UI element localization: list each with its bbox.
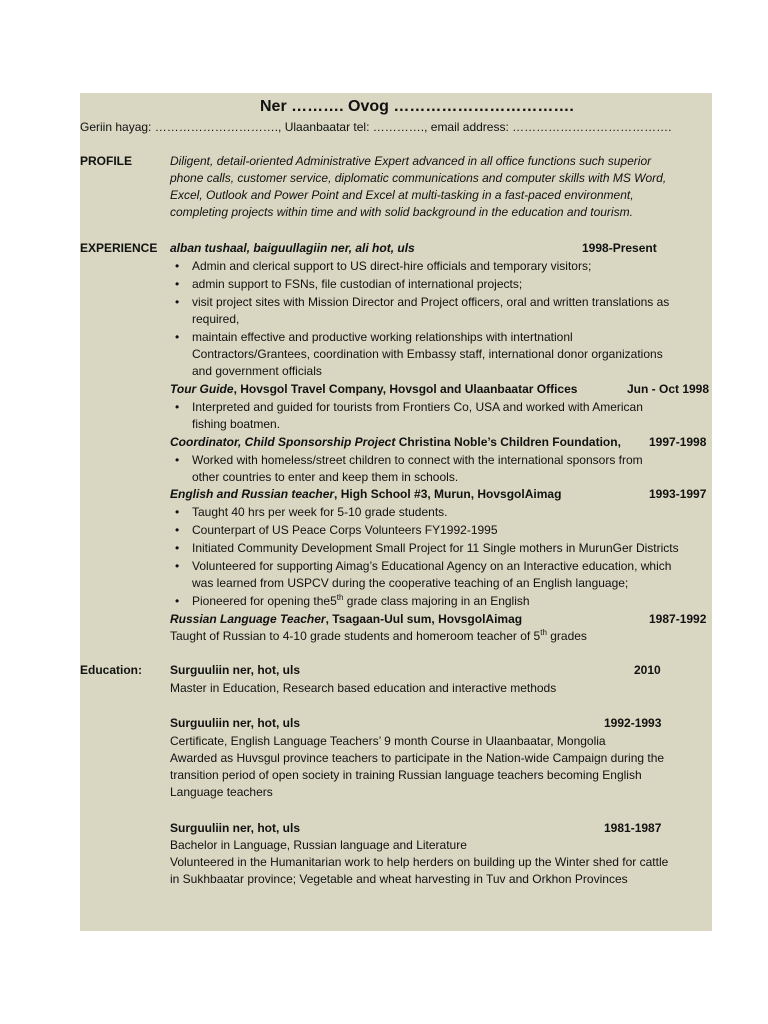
school-detail: Master in Education, Research based education and interactive methods [170, 681, 557, 695]
job-bullet [192, 593, 530, 610]
education-heading: Education: [80, 663, 142, 677]
job-bullet-cont: fishing boatmen. [192, 417, 281, 431]
profile-line: Diligent, detail-oriented Administrative Expert advanced in all office functions such superior [170, 154, 652, 168]
bullet-text: grade class majoring in an English [343, 594, 530, 608]
job-description [170, 628, 587, 645]
profile-line: completing projects within time and with solid background in the education and tourism. [170, 205, 633, 219]
school-detail: Awarded as Huvsgul province teachers to participate in the Nation-wide Campaign during the [170, 751, 665, 765]
job-org: , Tsagaan-Uul sum, HovsgolAimag [325, 612, 523, 626]
job-role: Coordinator, Child Sponsorship Project [170, 435, 396, 449]
school-year: 2010 [634, 663, 661, 677]
job-title [170, 381, 577, 398]
contact-line: Geriin hayag: …………………………., Ulaanbaatar tel: …………., email address: …………………………………. [80, 120, 672, 134]
bullet-text: Pioneered for opening the5 [192, 594, 337, 608]
job-org: , High School #3, Murun, HovsgolAimag [334, 487, 562, 501]
job-bullet-cont: and government officials [192, 364, 322, 378]
job-bullet: maintain effective and productive working relationships with intertnationl [192, 330, 573, 344]
job-org: Christina Noble’s Children Foundation, [395, 435, 621, 449]
job-role: Tour Guide [170, 382, 234, 396]
ordinal-suffix: th [540, 628, 547, 637]
bullet-icon: • [175, 523, 180, 537]
school-name: Surguuliin ner, hot, uls [170, 716, 301, 730]
job-title: alban tushaal, baiguullagiin ner, ali hot, uls [170, 241, 415, 255]
bullet-icon: • [175, 594, 180, 608]
school-detail: transition period of open society in training Russian language teachers becoming English [170, 768, 642, 782]
description-text: grades [546, 629, 587, 643]
school-detail: Language teachers [170, 785, 273, 799]
job-bullet: admin support to FSNs, file custodian of international projects; [192, 277, 523, 291]
job-dates: 1993-1997 [649, 487, 707, 501]
job-title [170, 486, 561, 503]
profile-line: phone calls, customer service, diplomatic communications and computer skills with MS Word, [170, 171, 667, 185]
job-dates: 1997-1998 [649, 435, 707, 449]
bullet-icon: • [175, 400, 180, 414]
job-bullet: Worked with homeless/street children to connect with the international sponsors from [192, 453, 643, 467]
profile-heading: PROFILE [80, 154, 133, 168]
job-bullet: Taught 40 hrs per week for 5-10 grade students. [192, 505, 448, 519]
school-detail: Volunteered in the Humanitarian work to help herders on building up the Winter shed for cattle [170, 855, 669, 869]
job-bullet-cont: other countries to enter and keep them in schools. [192, 470, 459, 484]
school-detail: in Sukhbaatar province; Vegetable and wheat harvesting in Tuv and Orkhon Provinces [170, 872, 628, 886]
school-name: Surguuliin ner, hot, uls [170, 663, 301, 677]
job-bullet: visit project sites with Mission Director and Project officers, oral and written translations as [192, 295, 670, 309]
bullet-icon: • [175, 295, 180, 309]
bullet-icon: • [175, 277, 180, 291]
description-text: Taught of Russian to 4-10 grade students and homeroom teacher of 5 [170, 629, 541, 643]
school-year: 1981-1987 [604, 821, 662, 835]
job-role: English and Russian teacher [170, 487, 335, 501]
resume-page [80, 93, 712, 931]
bullet-icon: • [175, 453, 180, 467]
job-bullet: Volunteered for supporting Aimag’s Educational Agency on an Interactive education, which [192, 559, 672, 573]
job-role: Russian Language Teacher [170, 612, 326, 626]
job-bullet: Counterpart of US Peace Corps Volunteers FY1992-1995 [192, 523, 498, 537]
school-detail: Bachelor in Language, Russian language and Literature [170, 838, 467, 852]
bullet-icon: • [175, 330, 180, 344]
job-bullet-cont: Contractors/Grantees, coordination with Embassy staff, international donor organizations [192, 347, 663, 361]
bullet-icon: • [175, 259, 180, 273]
job-dates: Jun - Oct 1998 [627, 382, 710, 396]
bullet-icon: • [175, 505, 180, 519]
school-detail: Certificate, English Language Teachers’ 9 month Course in Ulaanbaatar, Mongolia [170, 734, 606, 748]
profile-line: Excel, Outlook and Power Point and Excel at multi-tasking in a fast-paced environment, [170, 188, 634, 202]
job-org: , Hovsgol Travel Company, Hovsgol and Ulaanbaatar Offices [233, 382, 578, 396]
job-dates: 1998-Present [582, 241, 657, 255]
job-title [170, 434, 621, 451]
job-dates: 1987-1992 [649, 612, 707, 626]
job-bullet: Interpreted and guided for tourists from Frontiers Co, USA and worked with American [192, 400, 643, 414]
school-year: 1992-1993 [604, 716, 662, 730]
bullet-icon: • [175, 541, 180, 555]
job-bullet-cont: was learned from USPCV during the cooperative teaching of an English language; [192, 576, 629, 590]
job-bullet: Initiated Community Development Small Project for 11 Single mothers in MurunGer Districts [192, 541, 679, 555]
school-name: Surguuliin ner, hot, uls [170, 821, 301, 835]
experience-heading: EXPERIENCE [80, 241, 158, 255]
job-bullet: Admin and clerical support to US direct-hire officials and temporary visitors; [192, 259, 592, 273]
name-title: Ner ………. Ovog ……………………………. [260, 98, 574, 115]
ordinal-suffix: th [336, 593, 344, 602]
job-bullet-cont: required, [192, 312, 240, 326]
bullet-icon: • [175, 559, 180, 573]
job-title [170, 611, 522, 628]
